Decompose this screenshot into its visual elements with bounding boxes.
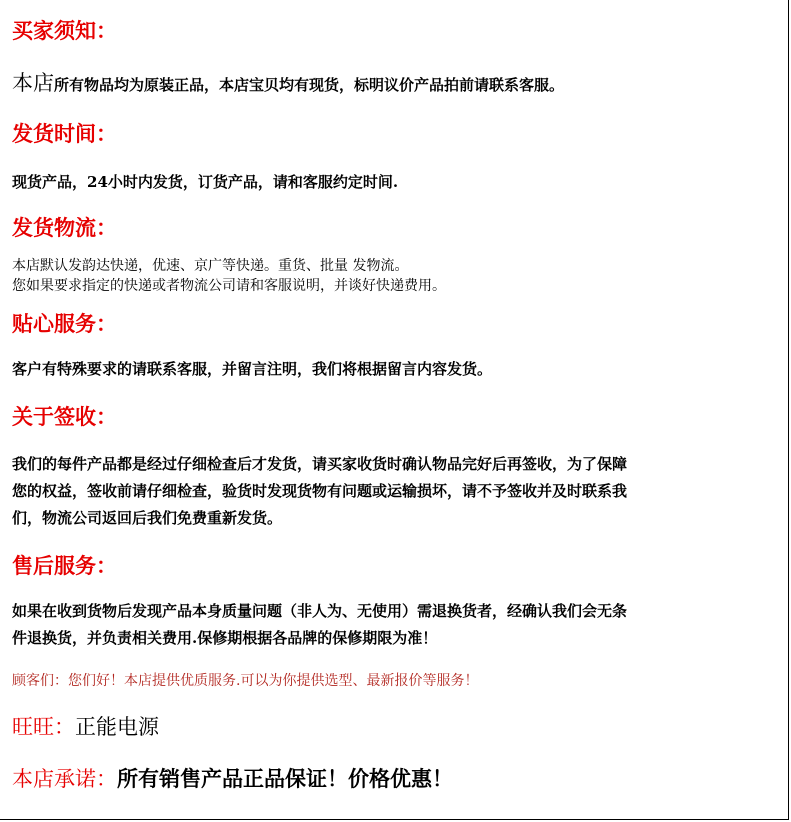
service-text: 客户有特殊要求的请联系客服，并留言注明，我们将根据留言内容发货。: [12, 360, 493, 378]
after-sales-heading: 售后服务：: [12, 553, 117, 578]
wangwang-label: 旺旺：: [12, 715, 75, 739]
logistics-heading: 发货物流：: [12, 215, 117, 240]
after-sales-line-2: 件退换货，并负责相关费用.保修期根据各品牌的保修期限为准！: [12, 629, 438, 647]
after-sales-line-1: 如果在收到货物后发现产品本身质量问题（非人为、无使用）需退换货者，经确认我们会无条: [12, 602, 628, 620]
promise-line: [12, 765, 453, 793]
receipt-line-1: 我们的每件产品都是经过仔细检查后才发货，请买家收货时确认物品完好后再签收，为了保障: [12, 455, 628, 473]
receipt-line-2: 您的权益，签收前请仔细检查，验货时发现货物有问题或运输损坏，请不予签收并及时联系我: [12, 482, 628, 500]
buyer-notice-lead: 本店: [12, 71, 54, 95]
promise-label: 本店承诺：: [12, 767, 117, 791]
wangwang-value: 正能电源: [75, 715, 159, 739]
shipping-time-text: 现货产品，24小时内发货，订货产品，请和客服约定时间.: [12, 173, 399, 191]
receipt-heading: 关于签收：: [12, 404, 117, 429]
buyer-notice-heading: 买家须知：: [12, 18, 117, 43]
logistics-line-2: 您如果要求指定的快递或者物流公司请和客服说明，并谈好快递费用。: [12, 278, 446, 294]
buyer-notice-body: 所有物品均为原装正品，本店宝贝均有现货，标明议价产品拍前请联系客服。: [54, 76, 565, 94]
greeting-notice: 顾客们：您们好！本店提供优质服务.可以为你提供选型、最新报价等服务！: [12, 673, 479, 689]
wangwang-line: [12, 713, 159, 741]
service-heading: 贴心服务：: [12, 311, 117, 336]
promise-value: 所有销售产品正品保证！价格优惠！: [117, 766, 453, 791]
receipt-line-3: 们，物流公司返回后我们免费重新发货。: [12, 509, 283, 527]
shipping-time-heading: 发货时间：: [12, 121, 117, 146]
logistics-line-1: 本店默认发韵达快递，优速、京广等快递。重货、批量 发物流。: [12, 258, 409, 274]
buyer-notice-text: [12, 70, 564, 98]
